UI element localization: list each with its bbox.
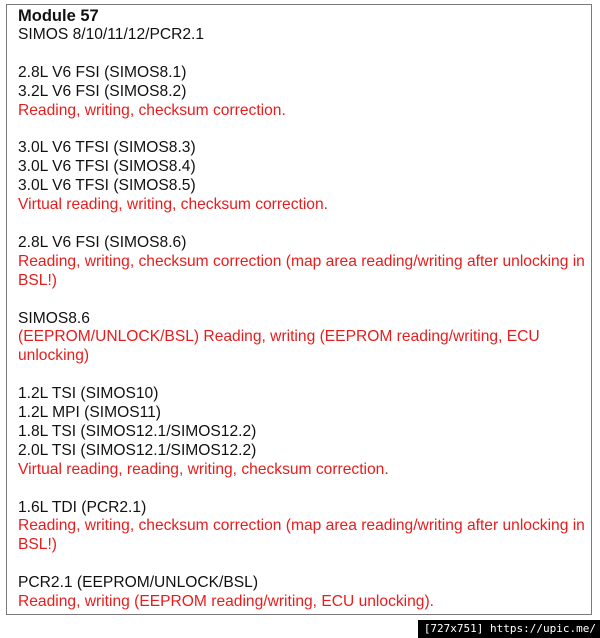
capability-note: (EEPROM/UNLOCK/BSL) Reading, writing (EEPROM reading/writing, ECU unlocking): [18, 328, 540, 365]
document-content: [18, 6, 586, 612]
ecu-block-6: [18, 499, 586, 556]
ecu-line: 1.2L MPI (SIMOS11): [18, 404, 161, 422]
ecu-line: 1.6L TDI (PCR2.1): [18, 498, 147, 516]
ecu-block-3: [18, 234, 586, 291]
capability-note: Reading, writing (EEPROM reading/writing, ECU unlocking).: [18, 593, 434, 611]
ecu-line: 3.0L V6 TFSI (SIMOS8.3): [18, 139, 196, 157]
document-title: Module 57: [18, 7, 99, 25]
ecu-block-5: [18, 385, 586, 480]
capability-note: Virtual reading, reading, writing, checksum correction.: [18, 460, 389, 478]
ecu-line: 2.0L TSI (SIMOS12.1/SIMOS12.2): [18, 441, 257, 459]
ecu-line: 1.8L TSI (SIMOS12.1/SIMOS12.2): [18, 422, 257, 440]
ecu-block-4: [18, 310, 586, 367]
ecu-line: 2.8L V6 FSI (SIMOS8.1): [18, 63, 187, 81]
ecu-line: 3.2L V6 FSI (SIMOS8.2): [18, 82, 187, 100]
ecu-line: PCR2.1 (EEPROM/UNLOCK/BSL): [18, 574, 259, 592]
capability-note: Reading, writing, checksum correction (map area reading/writing after unlocking in BSL!): [18, 517, 585, 554]
ecu-line: SIMOS8.6: [18, 309, 90, 327]
ecu-block-7: [18, 574, 586, 612]
ecu-block-2: [18, 139, 586, 215]
capability-note: Reading, writing, checksum correction (map area reading/writing after unlocking in BSL!): [18, 252, 585, 289]
document-subtitle: SIMOS 8/10/11/12/PCR2.1: [18, 26, 205, 43]
image-host-watermark: [727x751] https://upic.me/: [418, 620, 600, 638]
ecu-line: 3.0L V6 TFSI (SIMOS8.5): [18, 177, 196, 195]
ecu-line: 1.2L TSI (SIMOS10): [18, 385, 159, 403]
capability-note: Reading, writing, checksum correction.: [18, 101, 286, 119]
ecu-block-1: [18, 64, 586, 121]
capability-note: Virtual reading, writing, checksum correction.: [18, 196, 328, 214]
ecu-line: 2.8L V6 FSI (SIMOS8.6): [18, 233, 187, 251]
ecu-line: 3.0L V6 TFSI (SIMOS8.4): [18, 158, 196, 176]
